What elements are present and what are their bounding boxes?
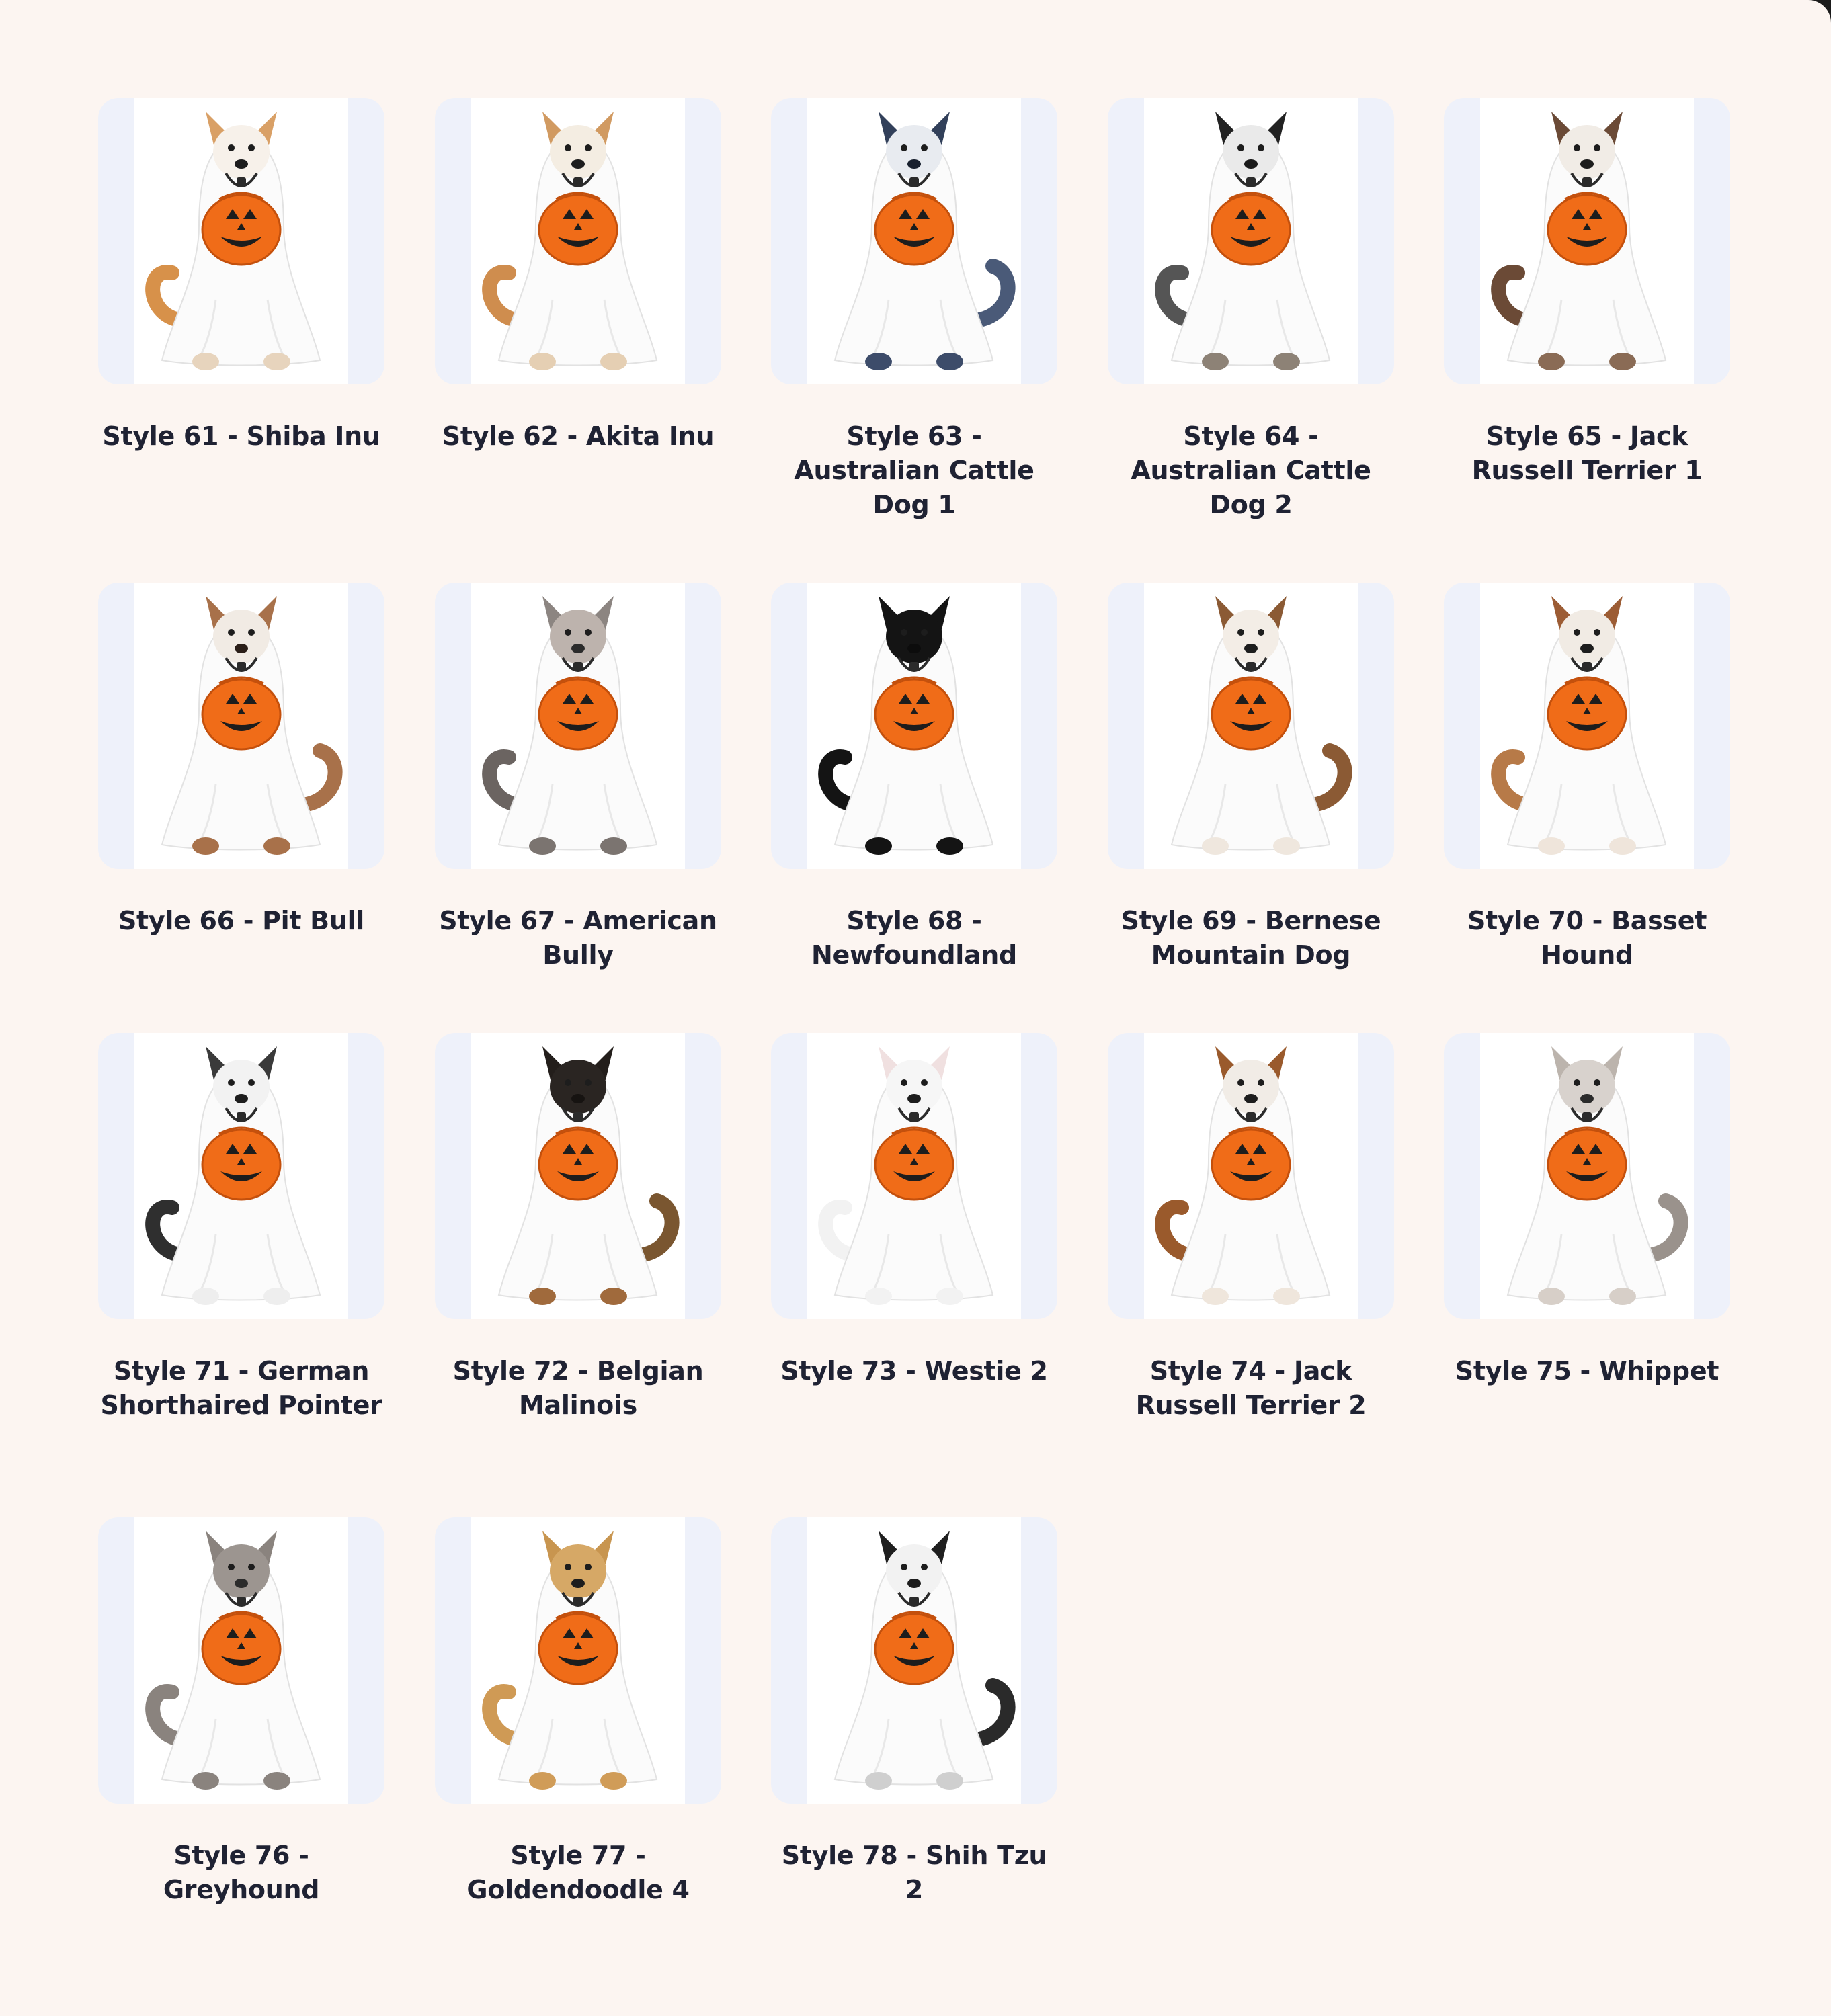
dog-ghost-illustration [771,1033,1057,1319]
style-thumbnail[interactable] [1108,98,1394,384]
style-thumbnail[interactable] [98,583,384,869]
dog-ghost-illustration [1444,583,1730,869]
style-label: Style 70 - Basset Hound [1467,906,1707,970]
style-label: Style 66 - Pit Bull [118,906,365,935]
style-card[interactable] [1444,98,1730,488]
dog-ghost-illustration [435,583,721,869]
style-card[interactable] [435,1517,721,1907]
style-label: Style 68 - Newfoundland [811,906,1017,970]
style-label: Style 74 - Jack Russell Terrier 2 [1135,1356,1367,1420]
style-card[interactable] [1108,583,1394,972]
style-thumbnail[interactable] [98,98,384,384]
style-label: Style 76 - Greyhound [163,1841,320,1904]
style-thumbnail[interactable] [771,583,1057,869]
dog-ghost-illustration [771,583,1057,869]
dog-ghost-illustration [435,1517,721,1804]
style-thumbnail[interactable] [98,1517,384,1804]
style-card[interactable] [771,583,1057,972]
style-thumbnail[interactable] [435,583,721,869]
style-label: Style 71 - German Shorthaired Pointer [100,1356,382,1420]
dog-ghost-illustration [1108,583,1394,869]
dog-ghost-illustration [1108,98,1394,384]
style-card[interactable] [1444,1033,1730,1388]
style-label: Style 61 - Shiba Inu [102,421,380,451]
dog-ghost-illustration [771,98,1057,384]
style-thumbnail[interactable] [1444,583,1730,869]
style-card[interactable] [771,1517,1057,1907]
style-thumbnail[interactable] [771,1033,1057,1319]
style-thumbnail[interactable] [435,98,721,384]
style-label: Style 73 - Westie 2 [780,1356,1048,1386]
style-label: Style 64 - Australian Cattle Dog 2 [1131,421,1371,519]
style-card[interactable] [435,1033,721,1423]
style-card[interactable] [435,583,721,972]
style-card[interactable] [98,1517,384,1907]
style-card[interactable] [771,98,1057,522]
style-label: Style 77 - Goldendoodle 4 [466,1841,690,1904]
dog-ghost-illustration [1444,1033,1730,1319]
dog-ghost-illustration [1108,1033,1394,1319]
style-label: Style 67 - American Bully [439,906,717,970]
style-label: Style 72 - Belgian Malinois [452,1356,704,1420]
style-label: Style 75 - Whippet [1455,1356,1719,1386]
style-card[interactable] [1108,98,1394,522]
style-card[interactable] [1108,1033,1394,1423]
dog-ghost-illustration [98,1033,384,1319]
dog-ghost-illustration [435,98,721,384]
dog-ghost-illustration [771,1517,1057,1804]
style-thumbnail[interactable] [435,1517,721,1804]
style-card[interactable] [98,1033,384,1423]
style-thumbnail[interactable] [1108,1033,1394,1319]
style-card[interactable] [435,98,721,454]
dog-ghost-illustration [1444,98,1730,384]
style-label: Style 65 - Jack Russell Terrier 1 [1471,421,1703,485]
style-card[interactable] [98,98,384,454]
style-card[interactable] [1444,583,1730,972]
style-label: Style 62 - Akita Inu [442,421,715,451]
style-label: Style 78 - Shih Tzu 2 [781,1841,1047,1904]
style-label: Style 63 - Australian Cattle Dog 1 [794,421,1034,519]
dog-ghost-illustration [98,583,384,869]
style-thumbnail[interactable] [771,1517,1057,1804]
dog-ghost-illustration [98,1517,384,1804]
style-label: Style 69 - Bernese Mountain Dog [1121,906,1381,970]
style-thumbnail[interactable] [1444,1033,1730,1319]
dog-ghost-illustration [98,98,384,384]
style-thumbnail[interactable] [435,1033,721,1319]
style-card[interactable] [98,583,384,938]
dog-ghost-illustration [435,1033,721,1319]
style-card[interactable] [771,1033,1057,1388]
style-thumbnail[interactable] [771,98,1057,384]
style-thumbnail[interactable] [1444,98,1730,384]
style-thumbnail[interactable] [1108,583,1394,869]
style-thumbnail[interactable] [98,1033,384,1319]
